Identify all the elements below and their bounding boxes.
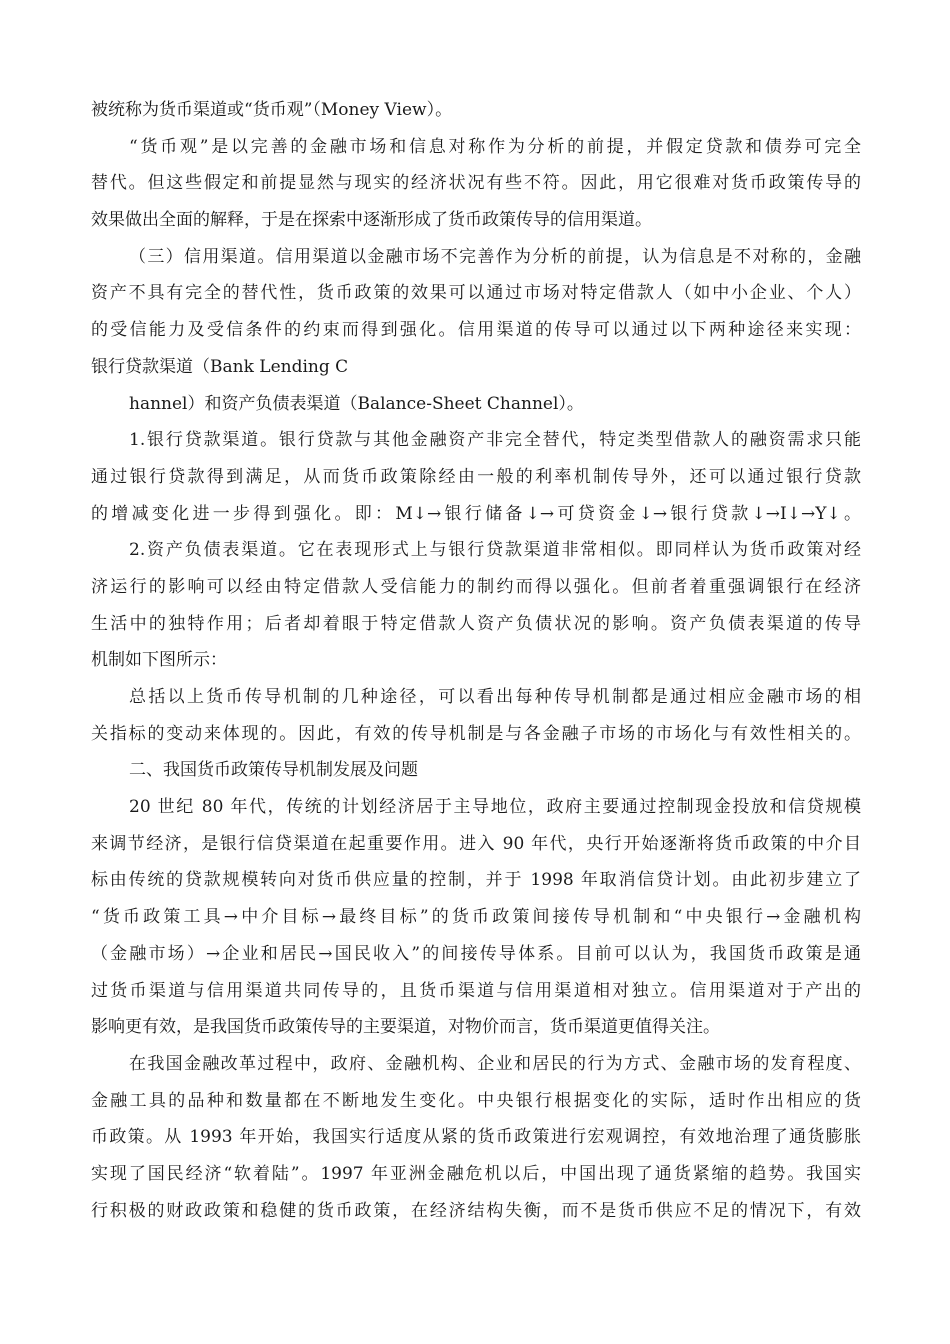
text-line: 的增减变化进一步得到强化。即：M↓→银行储备↓→可贷资金↓→银行贷款↓→I↓→Y↓。 [91,503,861,524]
text-line: 1.银行贷款渠道。银行贷款与其他金融资产非完全替代，特定类型借款人的融资需求只能 [129,430,861,451]
text-line: 机制如下图所示： [91,650,227,671]
text-line: 实现了国民经济“软着陆”。1997 年亚洲金融危机以后，中国出现了通货紧缩的趋势。我国实 [91,1163,861,1184]
document-page [91,92,861,1229]
text-line: 效果做出全面的解释，于是在探索中逐渐形成了货币政策传导的信用渠道。 [91,210,652,231]
text-line: 二、我国货币政策传导机制发展及问题 [129,760,418,781]
text-line: 替代。但这些假定和前提显然与现实的经济状况有些不符。因此，用它很难对货币政策传导的 [91,173,861,194]
text-line: 济运行的影响可以经由特定借款人受信能力的制约而得以强化。但前者着重强调银行在经济 [91,576,861,597]
text-line: 资产不具有完全的替代性，货币政策的效果可以通过市场对特定借款人（如中小企业、个人） [91,283,861,304]
text-line: 银行贷款渠道（Bank Lending C [91,356,349,377]
text-line: 生活中的独特作用；后者却着眼于特定借款人资产负债状况的影响。资产负债表渠道的传导 [91,613,861,634]
text-line: （金融市场）→企业和居民→国民收入”的间接传导体系。目前可以认为，我国货币政策是通 [91,943,861,964]
text-line: “货币观”是以完善的金融市场和信息对称作为分析的前提，并假定贷款和债券可完全 [129,136,861,157]
text-line: 2.资产负债表渠道。它在表现形式上与银行贷款渠道非常相似。即同样认为货币政策对经 [129,540,861,561]
text-line: 通过银行贷款得到满足，从而货币政策除经由一般的利率机制传导外，还可以通过银行贷款 [91,466,861,487]
text-line: （三）信用渠道。信用渠道以金融市场不完善作为分析的前提，认为信息是不对称的，金融 [129,246,861,267]
text-line: 来调节经济，是银行信贷渠道在起重要作用。进入 90 年代，央行开始逐渐将货币政策的中介目 [91,833,861,854]
text-line: 总括以上货币传导机制的几种途径，可以看出每种传导机制都是通过相应金融市场的相 [129,687,861,707]
text-line: 行积极的财政政策和稳健的货币政策，在经济结构失衡，而不是货币供应不足的情况下，有效 [91,1200,861,1221]
text-line: 金融工具的品种和数量都在不断地发生变化。中央银行根据变化的实际，适时作出相应的货 [91,1090,861,1111]
text-line: 的受信能力及受信条件的约束而得到强化。信用渠道的传导可以通过以下两种途径来实现： [91,320,861,341]
text-line: hannel）和资产负债表渠道（Balance-Sheet Channel）。 [129,393,584,414]
text-line: 影响更有效，是我国货币政策传导的主要渠道，对物价而言，货币渠道更值得关注。 [91,1017,720,1038]
text-line: “货币政策工具→中介目标→最终目标”的货币政策间接传导机制和“中央银行→金融机构 [91,907,861,928]
text-line: 20 世纪 80 年代，传统的计划经济居于主导地位，政府主要通过控制现金投放和信贷规模 [129,797,861,818]
text-line: 标由传统的贷款规模转向对货币供应量的控制，并于 1998 年取消信贷计划。由此初步建立了 [91,870,861,891]
text-line: 在我国金融改革过程中，政府、金融机构、企业和居民的行为方式、金融市场的发育程度、 [129,1053,861,1074]
text-line: 过货币渠道与信用渠道共同传导的，且货币渠道与信用渠道相对独立。信用渠道对于产出的 [91,980,861,1001]
text-line: 币政策。从 1993 年开始，我国实行适度从紧的货币政策进行宏观调控，有效地治理了通货膨胀 [91,1127,861,1148]
text-line: 关指标的变动来体现的。因此，有效的传导机制是与各金融子市场的市场化与有效性相关的。 [91,723,861,744]
text-line: 被统称为货币渠道或“货币观”（Money View）。 [91,100,453,120]
